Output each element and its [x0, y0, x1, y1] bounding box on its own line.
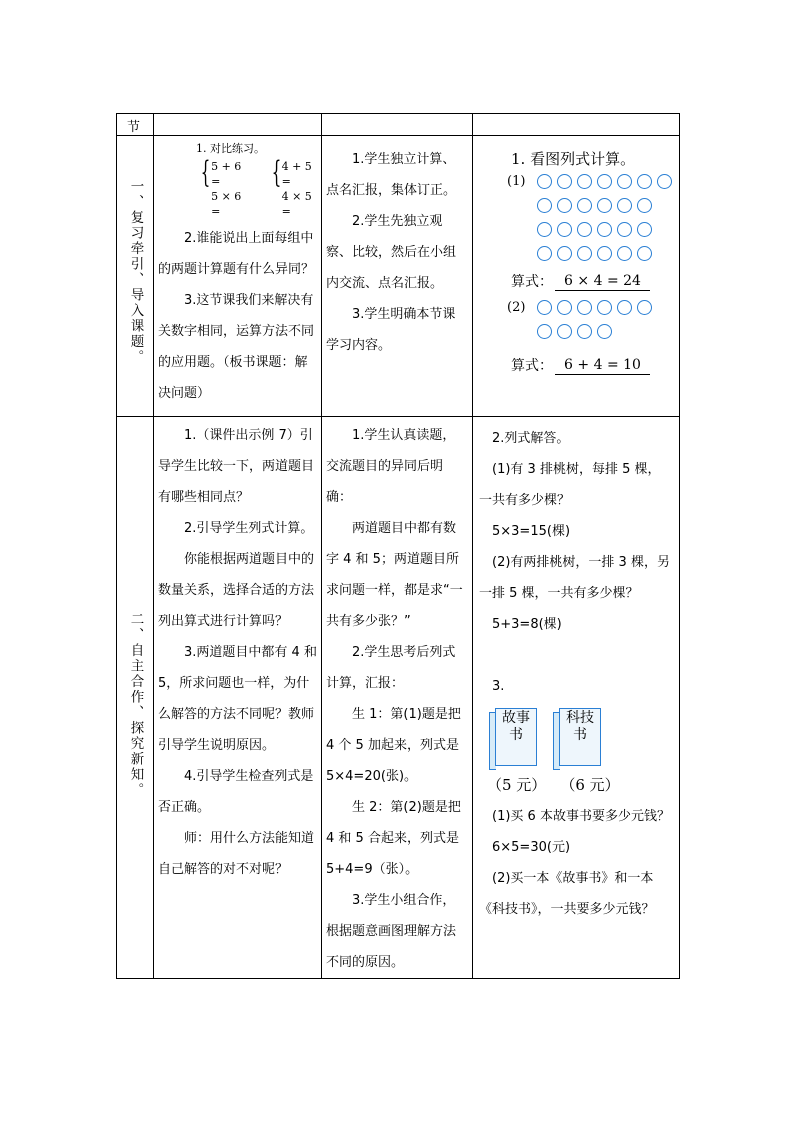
- circle-icon: [577, 300, 592, 315]
- header-cell-2: [154, 114, 322, 136]
- paragraph: 2.学生思考后列式计算，汇报：: [326, 645, 456, 691]
- section-cell: [117, 136, 154, 417]
- student-activity-cell: [322, 136, 473, 417]
- circle-icon: [617, 198, 632, 213]
- price-science-book: （6 元）: [560, 776, 620, 794]
- formula-1: 算式： 6 × 4 = 24: [511, 265, 679, 291]
- circle-icon: [557, 246, 572, 261]
- header-cell-1: 节: [117, 114, 154, 136]
- circle-icon: [577, 324, 592, 339]
- circle-icon: [597, 222, 612, 237]
- header-cell-4: [473, 114, 680, 136]
- story-book-icon: 故事书: [489, 708, 539, 770]
- question-label: (1): [507, 173, 526, 189]
- paragraph: (1)有 3 排桃树，每排 5 棵，一共有多少棵？: [479, 462, 661, 508]
- circle-icon: [537, 198, 552, 213]
- circle-icon: [597, 300, 612, 315]
- circle-row: [537, 193, 679, 217]
- circle-icon: [537, 174, 552, 189]
- teacher-activity-cell: [154, 136, 322, 417]
- circle-icon: [637, 246, 652, 261]
- paragraph: 3.学生明确本节课学习内容。: [326, 307, 456, 353]
- practice-title: 1. 看图列式计算。: [511, 150, 636, 168]
- circle-icon: [597, 324, 612, 339]
- paragraph: (2)有两排桃树，一排 3 棵，另一排 5 棵，一共有多少棵？: [479, 555, 670, 601]
- paragraph: 5+3=8(棵): [492, 617, 562, 632]
- paragraph: 3.两道题目中都有 4 和 5，所求问题也一样，为什么解答的方法不同呢？教师引导学生说明原因。: [158, 645, 317, 753]
- price-story-book: （5 元）: [487, 776, 547, 794]
- circle-icon: [637, 198, 652, 213]
- circle-icon: [557, 198, 572, 213]
- paragraph: 1.学生独立计算、点名汇报，集体订正。: [326, 152, 457, 198]
- circle-icon: [557, 222, 572, 237]
- circle-row: [537, 217, 679, 241]
- paragraph: 2.引导学生列式计算。: [184, 521, 314, 536]
- circle-icon: [577, 198, 592, 213]
- lesson-plan-table: [116, 113, 680, 979]
- paragraph: 2.列式解答。: [492, 431, 570, 446]
- section-title: 二、自主合作、探究新知。: [127, 612, 144, 798]
- circle-figure-2: [473, 295, 679, 343]
- practice-cell: [473, 136, 680, 417]
- paragraph: 5×3=15(棵): [492, 524, 571, 539]
- circle-icon: [617, 300, 632, 315]
- circle-icon: [637, 222, 652, 237]
- circle-icon: [617, 174, 632, 189]
- formula-2: 算式： 6 + 4 = 10: [511, 349, 679, 375]
- paragraph: 3.学生小组合作，根据题意画图理解方法不同的原因。: [326, 893, 457, 970]
- paragraph: 3.这节课我们来解决有关数字相同，运算方法不同的应用题。（板书课题：解决问题）: [158, 293, 315, 401]
- practice-cell: [473, 417, 680, 979]
- paragraph: 你能根据两道题目中的数量关系，选择合适的方法列出算式进行计算吗？: [158, 552, 315, 629]
- circle-icon: [637, 174, 652, 189]
- circle-icon: [557, 324, 572, 339]
- paragraph: (2)买一本《故事书》和一本《科技书》，一共要多少元钱？: [479, 871, 655, 917]
- header-cell-3: [322, 114, 473, 136]
- book-prices: [487, 770, 673, 801]
- circle-figure-1: [473, 169, 679, 265]
- circle-icon: [617, 222, 632, 237]
- circle-icon: [537, 246, 552, 261]
- circle-icon: [597, 198, 612, 213]
- circle-icon: [637, 300, 652, 315]
- science-book-icon: 科技书: [553, 708, 603, 770]
- circle-icon: [617, 246, 632, 261]
- paragraph: 两道题目中都有数字 4 和 5；两道题目所求问题一样，都是求“一共有多少张？”: [326, 521, 463, 629]
- table-row: [117, 136, 680, 417]
- circle-icon: [557, 174, 572, 189]
- paragraph: 2.谁能说出上面每组中的两题计算题有什么异同？: [158, 231, 315, 277]
- paragraph: 师：用什么方法能知道自己解答的对不对呢？: [158, 831, 315, 877]
- section-cell: [117, 417, 154, 979]
- table-row: [117, 417, 680, 979]
- book-illustrations: [489, 708, 673, 770]
- circle-row: [537, 319, 679, 343]
- question-label: (2): [507, 299, 526, 315]
- table-header-row: [117, 114, 680, 136]
- circle-icon: [537, 222, 552, 237]
- compare-exercise-title: 1. 对比练习。: [196, 142, 265, 155]
- paragraph: 2.学生先独立观察、比较，然后在小组内交流、点名汇报。: [326, 214, 457, 291]
- paragraph: 1.（课件出示例 7）引导学生比较一下，两道题目有哪些相同点？: [158, 428, 315, 505]
- paragraph: 3.: [492, 679, 505, 694]
- paragraph: 生 1：第(1)题是把 4 个 5 加起来，列式是 5×4=20(张)。: [326, 707, 461, 784]
- circle-icon: [597, 174, 612, 189]
- circle-icon: [537, 300, 552, 315]
- circle-icon: [537, 324, 552, 339]
- section-title: 一、复习牵引、导入课题。: [127, 179, 144, 365]
- paragraph: 6×5=30(元): [492, 840, 571, 855]
- circle-icon: [577, 174, 592, 189]
- equation-pairs: { 5 + 6 = 5 × 6 = { 4 + 5 = 4 × 5 =: [200, 155, 312, 218]
- teacher-activity-cell: [154, 417, 322, 979]
- student-activity-cell: [322, 417, 473, 979]
- paragraph: 4.引导学生检查列式是否正确。: [158, 769, 314, 815]
- circle-icon: [577, 246, 592, 261]
- circle-row: [507, 295, 679, 319]
- paragraph: 1.学生认真读题，交流题目的异同后明确：: [326, 428, 456, 505]
- paragraph: 生 2：第(2)题是把 4 和 5 合起来，列式是 5+4=9（张）。: [326, 800, 461, 877]
- circle-icon: [597, 246, 612, 261]
- circle-row: [507, 169, 679, 193]
- circle-icon: [657, 174, 672, 189]
- circle-row: [537, 241, 679, 265]
- paragraph: (1)买 6 本故事书要多少元钱？: [492, 809, 670, 824]
- circle-icon: [557, 300, 572, 315]
- circle-icon: [577, 222, 592, 237]
